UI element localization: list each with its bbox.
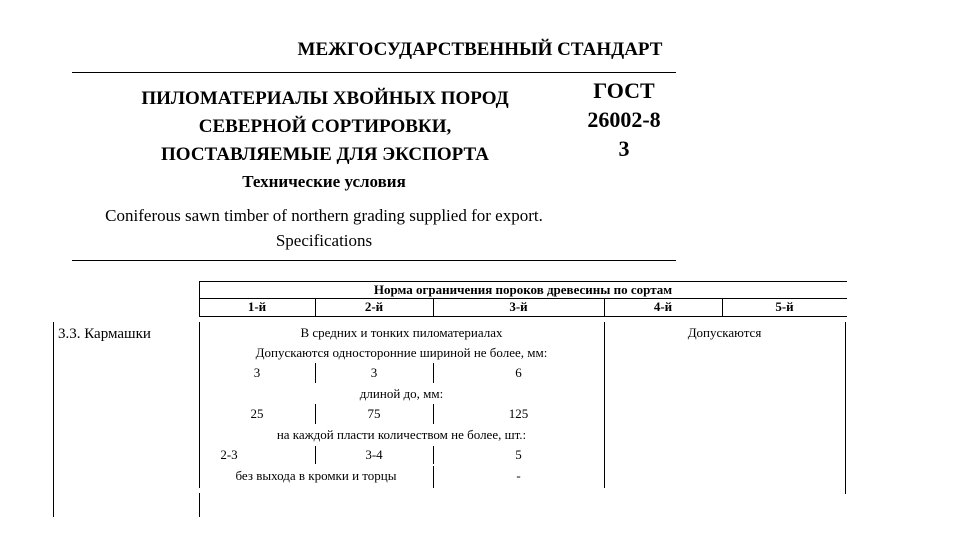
title-line: СЕВЕРНОЙ СОРТИРОВКИ,: [198, 116, 452, 137]
count-label: на каждой пласти количеством не более, шт.:: [276, 427, 527, 442]
standard-type-heading: МЕЖГОСУДАРСТВЕННЫЙ СТАНДАРТ: [297, 39, 663, 60]
title-line: ПОСТАВЛЯЕМЫЕ ДЛЯ ЭКСПОРТА: [161, 144, 489, 165]
gost-label: ГОСТ: [593, 78, 655, 103]
count-value-grade-1: 2-3: [220, 447, 238, 462]
document-subtitle: Технические условия: [242, 172, 406, 191]
table-rule: [53, 322, 54, 517]
edge-note-grade-3: -: [516, 468, 521, 483]
width-value-grade-1: 3: [253, 365, 261, 380]
length-value-grade-1: 25: [250, 406, 264, 421]
length-label: длиной до, мм:: [359, 386, 444, 401]
grades-4-5-value: Допускаются: [687, 325, 762, 340]
header-rule-bottom: [72, 260, 676, 261]
gost-number: 26002-8: [587, 107, 661, 132]
width-value-grade-2: 3: [370, 365, 378, 380]
table-rule: [604, 322, 605, 488]
gost-number-suffix: 3: [618, 136, 630, 161]
grade-header-5: 5-й: [775, 299, 794, 314]
english-title-line: Specifications: [275, 231, 373, 250]
title-line: ПИЛОМАТЕРИАЛЫ ХВОЙНЫХ ПОРОД: [141, 88, 509, 109]
english-title: [60, 203, 588, 253]
edge-note: без выхода в кромки и торцы: [235, 468, 397, 483]
grade-header-1: 1-й: [247, 299, 267, 314]
table-rule: [199, 493, 200, 517]
grade-header-2: 2-й: [364, 299, 384, 314]
merged-note: В средних и тонких пиломатериалах: [300, 325, 503, 340]
english-title-line: Coniferous sawn timber of northern grading supplied for export.: [105, 206, 543, 225]
length-value-grade-2: 75: [367, 406, 381, 421]
gost-designation: [572, 76, 676, 163]
count-value-grade-2: 3-4: [365, 447, 383, 462]
length-value-grade-3: 125: [508, 406, 529, 421]
table-group-header: Норма ограничения пороков древесины по сортам: [373, 282, 673, 297]
document-title: [110, 85, 540, 169]
grade-header-3: 3-й: [509, 299, 528, 314]
merged-note: Допускаются односторонние шириной не более, мм:: [255, 345, 548, 360]
defect-label: 3.3. Кармашки: [58, 326, 151, 342]
width-value-grade-3: 6: [515, 365, 522, 380]
table-rule: [199, 316, 847, 317]
count-value-grade-3: 5: [515, 447, 522, 462]
header-rule-top: [72, 72, 676, 73]
table-rule: [845, 322, 846, 494]
grade-header-4: 4-й: [653, 299, 673, 314]
